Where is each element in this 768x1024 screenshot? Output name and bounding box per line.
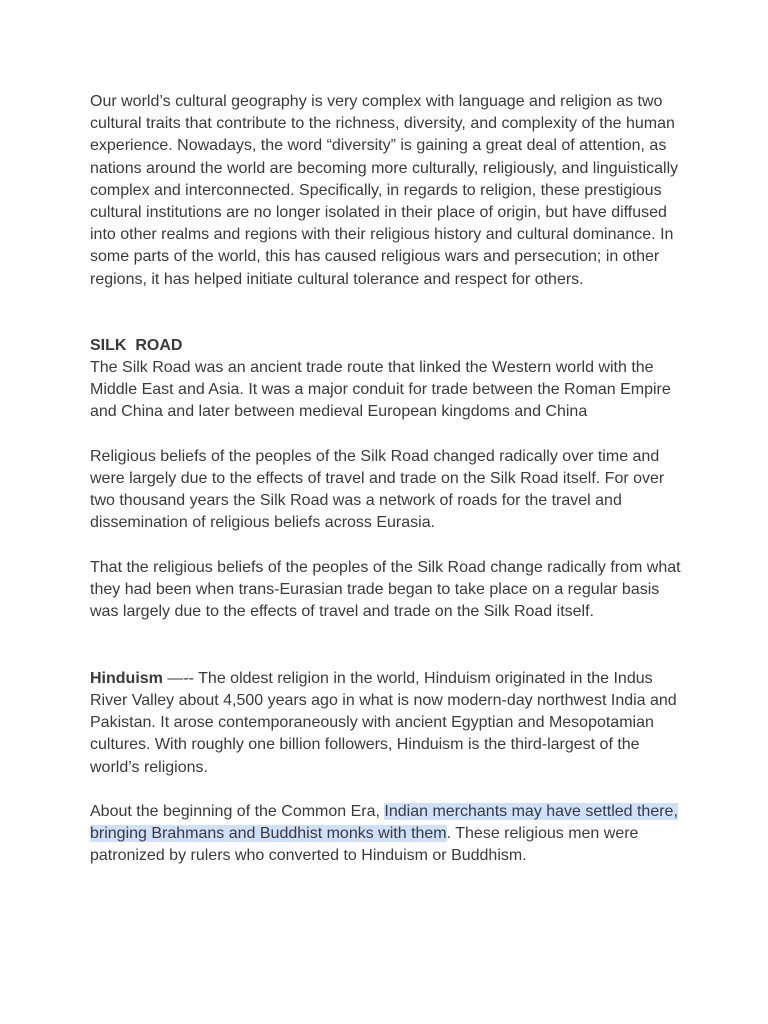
silk-road-section bbox=[90, 335, 682, 624]
highlighted-text[interactable]: Indian merchants may have settled there, bringing Brahmans and Buddhist monks with them bbox=[90, 803, 678, 843]
hinduism-section bbox=[90, 668, 682, 868]
intro-paragraph: Our world’s cultural geography is very complex with language and religion as two cultural traits that contribute to the richness, diversity, and complexity of the human experience. Nowadays, the word “diversity” is gaining a great deal of attention, as nations around the world are becoming more culturally, religiously, and linguistically complex and interconnected. Specifically, in regards to religion, these prestigious cultural institutions are no longer isolated in their place of origin, but have diffused into other realms and regions with their religious history and cultural dominance. In some parts of the world, this has caused religious wars and persecution; in other regions, it has helped initiate cultural tolerance and respect for others. bbox=[90, 93, 679, 288]
document-page bbox=[90, 91, 682, 868]
silk-road-paragraph-1: The Silk Road was an ancient trade route that linked the Western world with the Middle East and Asia. It was a major conduit for trade between the Roman Empire and China and later between medieval European kingdoms and China bbox=[90, 359, 671, 421]
silk-road-heading: SILK ROAD bbox=[90, 336, 183, 354]
hinduism-term: Hinduism bbox=[90, 669, 163, 687]
silk-road-paragraph-2: Religious beliefs of the peoples of the Silk Road changed radically over time and were largely due to the effects of travel and trade on the Silk Road itself. For over two thousand years the Silk Road was a network of roads for the travel and dissemination of religious beliefs across Eurasia. bbox=[90, 447, 665, 532]
hinduism-paragraph-2-end: . These religious men were patronized by rulers who converted to Hinduism or Buddhism. bbox=[90, 825, 639, 865]
hinduism-paragraph-1-text: —-- The oldest religion in the world, Hinduism originated in the Indus River Valley about 4,500 years ago in what is now modern-day northwest India and Pakistan. It arose contemporaneously with ancient Egyptian and Mesopotamian cultures. With roughly one billion followers, Hinduism is the third-largest of the world’s religions. bbox=[90, 669, 677, 776]
hinduism-paragraph-1 bbox=[90, 668, 682, 779]
hinduism-paragraph-2 bbox=[90, 801, 682, 868]
hinduism-paragraph-2-start: About the beginning of the Common Era, bbox=[90, 803, 385, 821]
silk-road-paragraph-3: That the religious beliefs of the peoples of the Silk Road change radically from what they had been when trans-Eurasian trade began to take place on a regular basis was largely due to the effects of travel and trade on the Silk Road itself. bbox=[90, 558, 681, 621]
